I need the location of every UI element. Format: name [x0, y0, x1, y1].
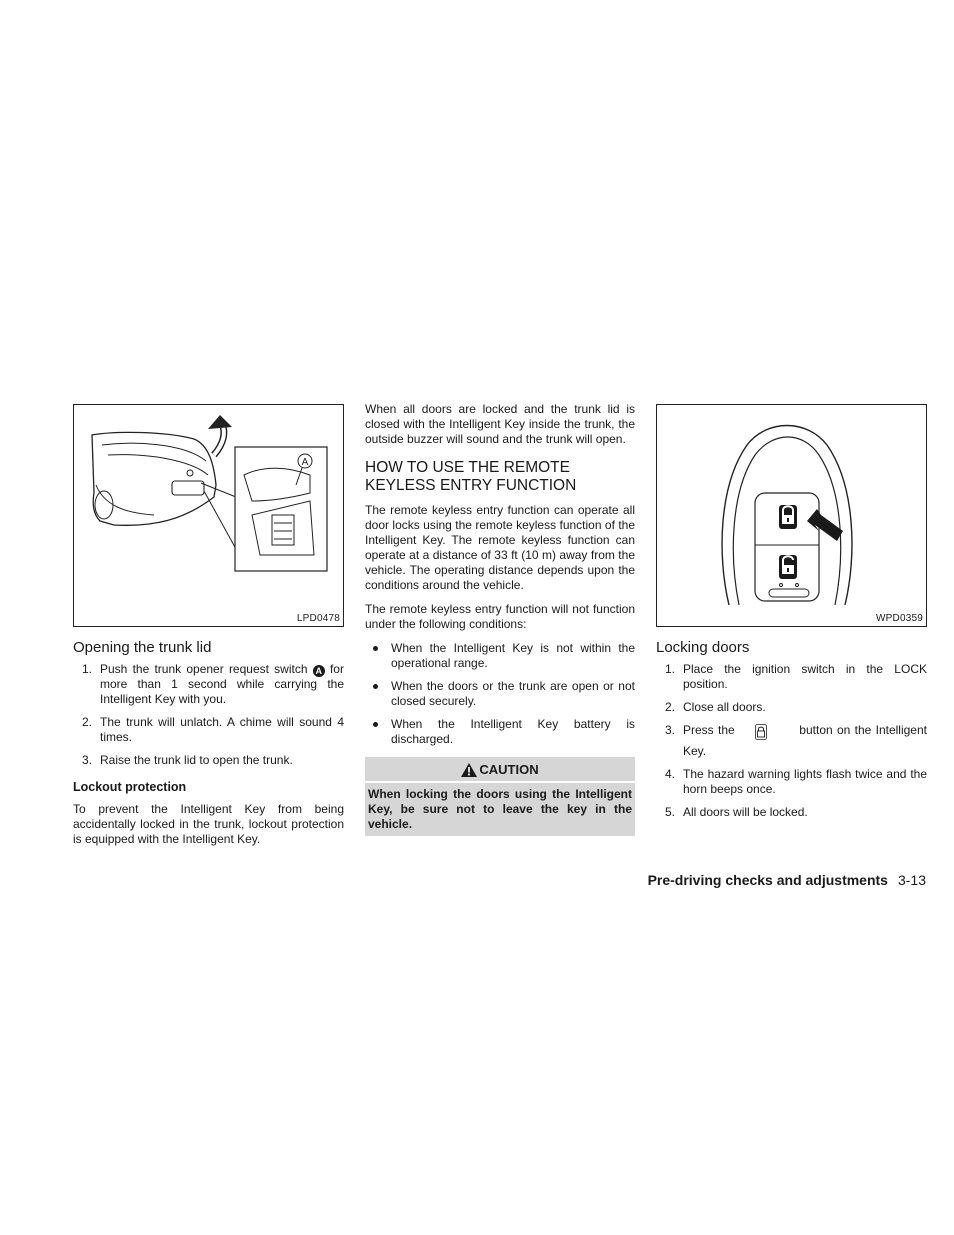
callout-a-icon: A — [313, 665, 325, 677]
locking-steps-list — [656, 662, 927, 820]
caution-header — [365, 757, 635, 783]
remote-para-2: The remote keyless entry function will not function under the following conditions: — [365, 602, 635, 631]
list-item: When the Intelligent Key is not within the operational range. — [365, 641, 635, 671]
right-column — [656, 403, 927, 828]
lockout-heading: Lockout protection — [73, 780, 187, 794]
list-item: When the Intelligent Key battery is discharged. — [365, 717, 635, 747]
footer-title: Pre-driving checks and adjustments — [647, 872, 888, 888]
caution-title: CAUTION — [479, 762, 539, 777]
lockout-text: To prevent the Intelligent Key from being accidentally locked in the trunk, lockout protection is equipped with the Intelligent Key. — [73, 802, 344, 846]
page-number: 3-13 — [897, 872, 926, 888]
list-item: 4. The hazard warning lights flash twice and the horn beeps once. — [665, 767, 927, 796]
figure-callout-a: A — [301, 457, 309, 468]
list-item: 5. All doors will be locked. — [665, 805, 808, 819]
list-item: When the doors or the trunk are open or not closed securely. — [365, 679, 635, 709]
warning-icon — [461, 763, 477, 777]
figure-code: LPD0478 — [296, 613, 340, 624]
left-column — [73, 403, 344, 856]
list-item: 3. Press the button on the Intelligent Key. — [665, 723, 927, 758]
middle-column — [365, 403, 635, 836]
intro-text: When all doors are locked and the trunk lid is closed with the Intelligent Key inside the trunk, the outside buzzer will sound and the trunk will open. — [365, 402, 635, 446]
list-item: 1. Place the ignition switch in the LOCK position. — [665, 662, 927, 691]
intelligent-key-figure — [656, 404, 927, 627]
bullet-icon — [373, 646, 378, 651]
list-item: 1. Push the trunk opener request switch A for more than 1 second while carrying the Intelligent Key with you. — [82, 662, 344, 706]
conditions-list — [365, 641, 635, 747]
pointer-arrow-icon — [807, 509, 843, 541]
list-item: 3. Raise the trunk lid to open the trunk. — [82, 753, 293, 767]
trunk-illustration — [74, 405, 343, 626]
bullet-icon — [373, 684, 378, 689]
remote-para-1: The remote keyless entry function can operate all door locks using the remote keyless function of the Intelligent Key. The remote keyless function can operate at a distance of 33 ft (10 m) away from the vehicle. The operating distance depends upon the conditions around the vehicle. — [365, 503, 635, 592]
trunk-steps-list — [73, 662, 344, 768]
bullet-icon — [373, 722, 378, 727]
figure-code: WPD0359 — [876, 613, 923, 624]
lock-icon — [755, 724, 767, 744]
caution-box — [365, 757, 635, 836]
list-item: 2. Close all doors. — [665, 700, 766, 714]
section-title-remote-keyless: HOW TO USE THE REMOTE KEYLESS ENTRY FUNCTION — [365, 459, 577, 494]
caution-text: When locking the doors using the Intelligent Key, be sure not to leave the key in the vehicle. — [368, 787, 632, 831]
list-item: 2. The trunk will unlatch. A chime will sound 4 times. — [82, 715, 344, 744]
section-title-opening-trunk: Opening the trunk lid — [73, 639, 212, 656]
page-footer — [648, 872, 926, 888]
section-title-locking-doors: Locking doors — [656, 639, 750, 656]
trunk-opener-figure — [73, 404, 344, 627]
intelligent-key-illustration — [657, 405, 926, 626]
